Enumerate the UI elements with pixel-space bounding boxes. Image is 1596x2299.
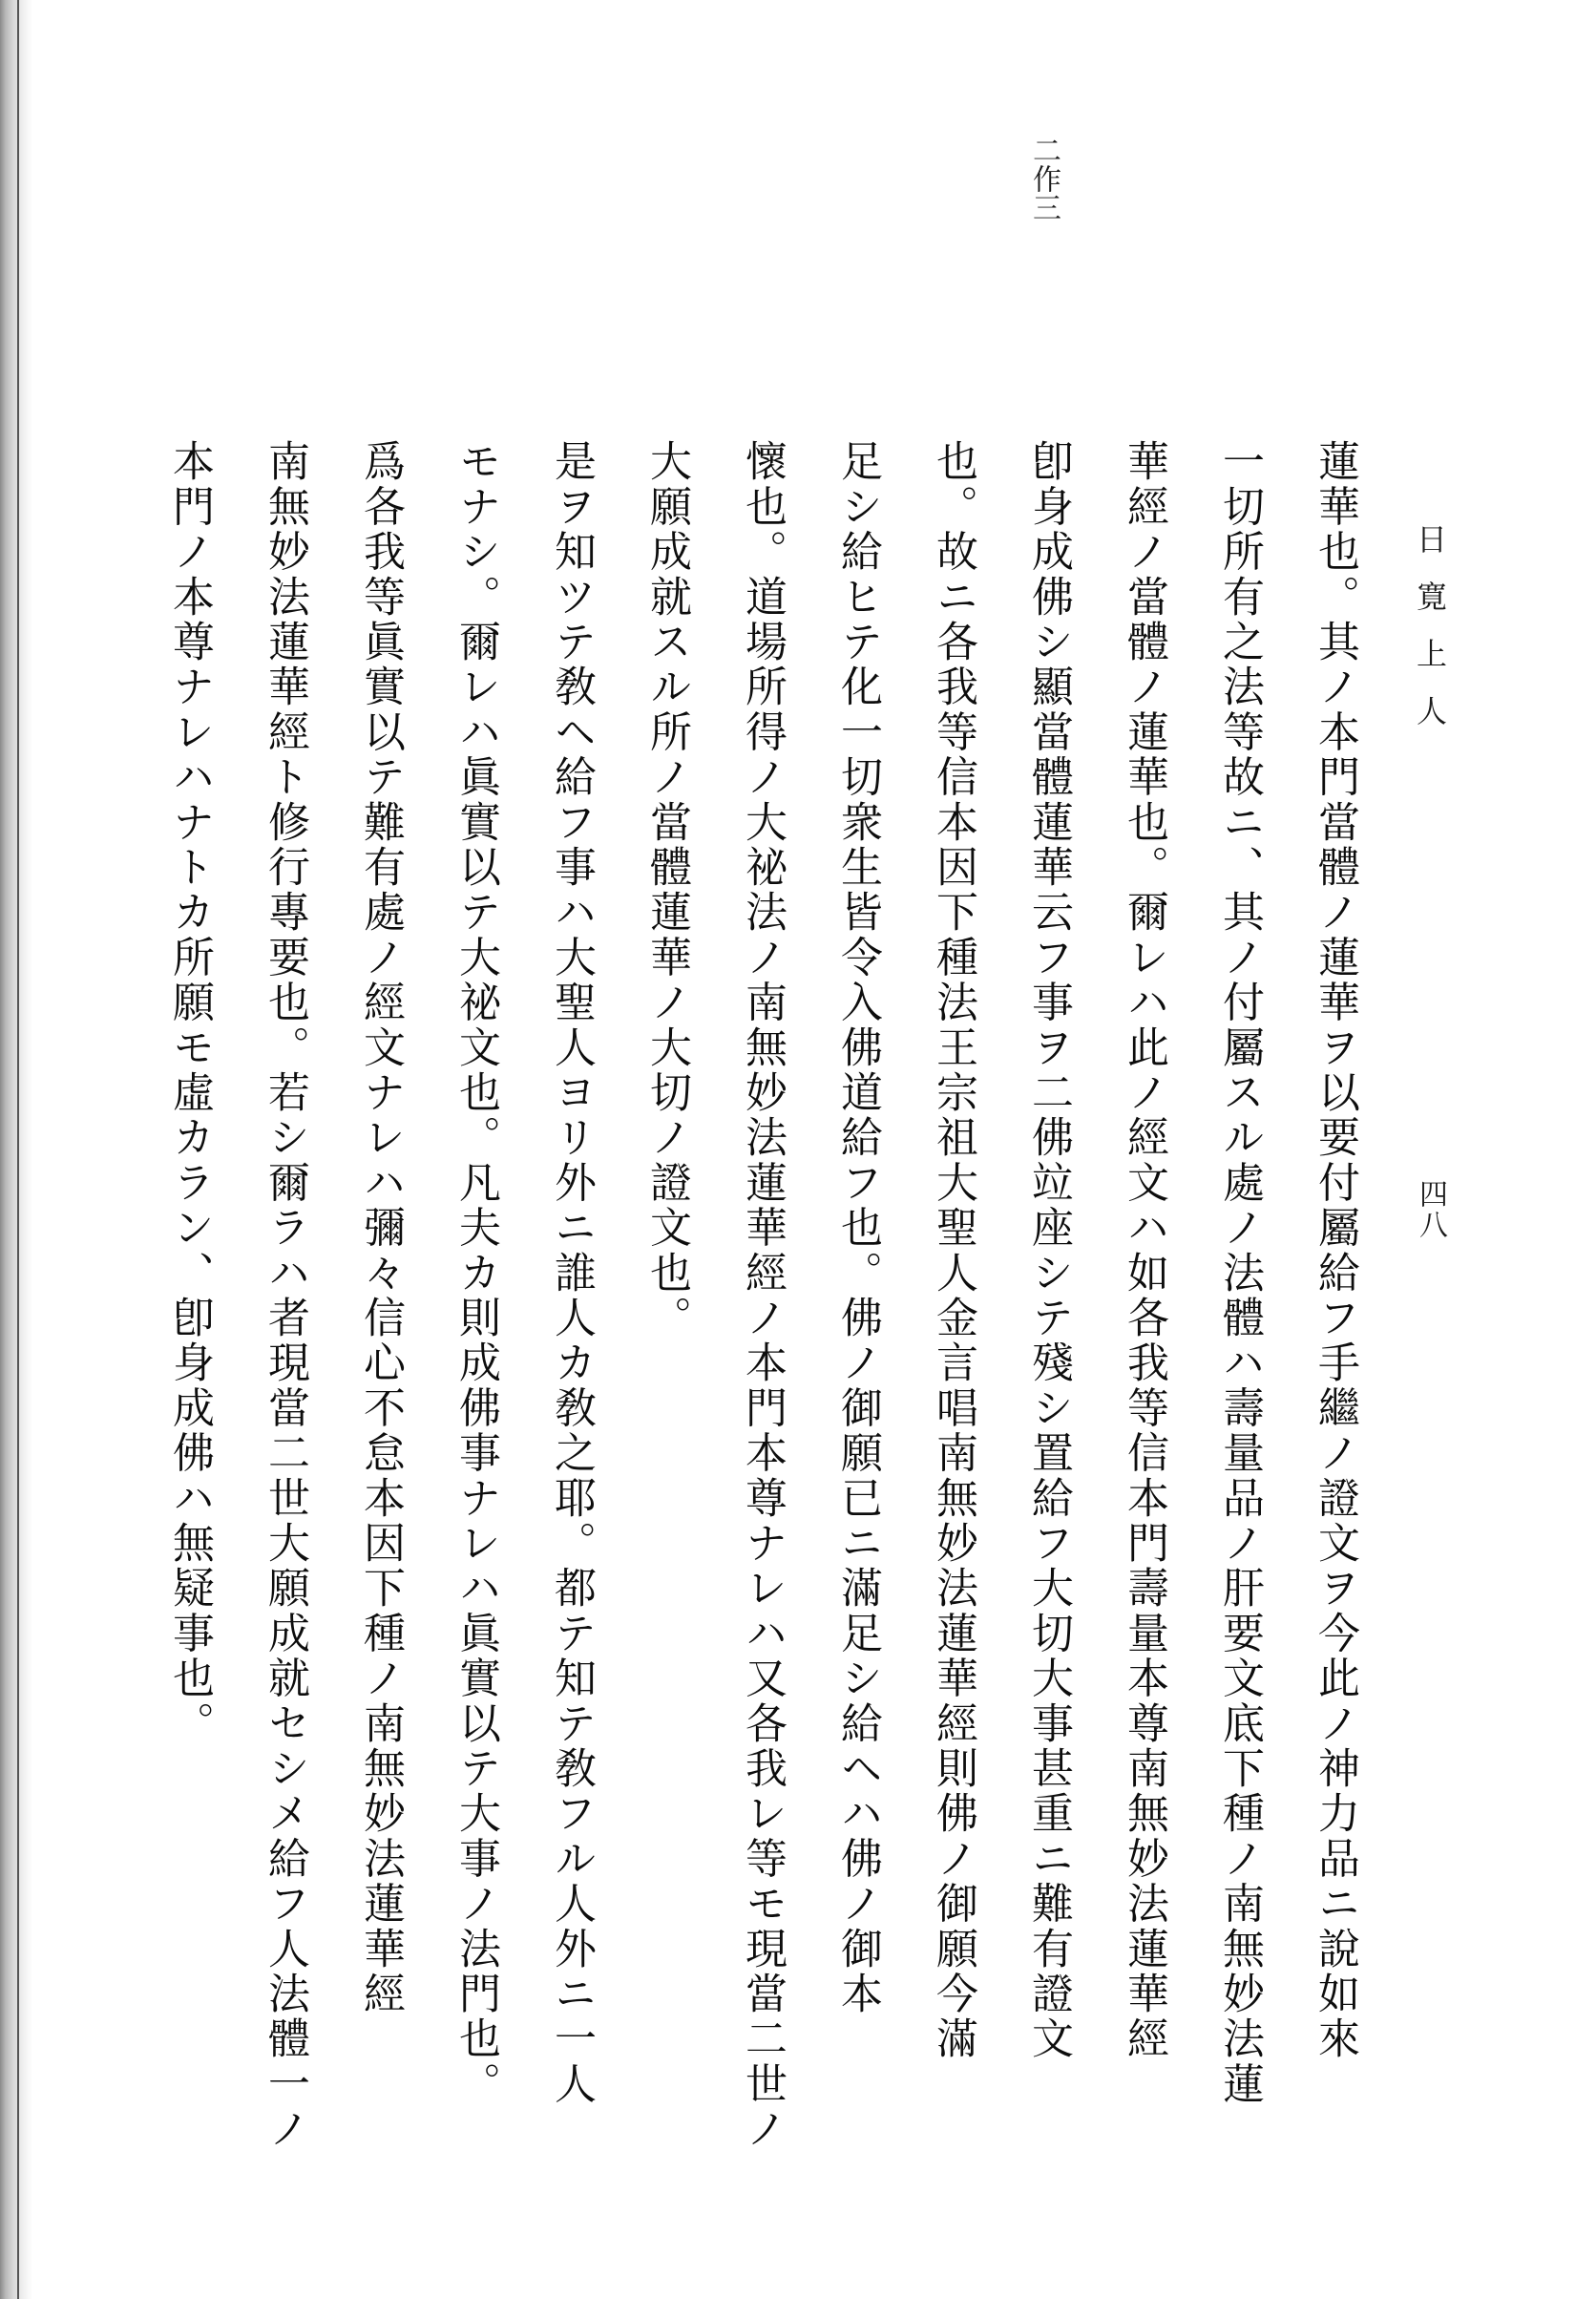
text-line-11: 爲各我等眞實以テ難有處ノ經文ナレハ彌々信心不怠本因下種ノ南無妙法蓮華經: [356, 439, 405, 2016]
text-line-12: 南無妙法蓮華經ト修行專要也。若シ爾ラハ者現當二世大願成就セシメ給フ人法體一ノ: [261, 439, 309, 2152]
book-spine-shadow: [0, 0, 32, 2299]
text-line-10: モナシ。爾レハ眞實以テ大祕文也。凡夫カ則成佛事ナレハ眞實以テ大事ノ法門也。: [452, 439, 500, 2107]
page-number: 四八: [1414, 1179, 1447, 1240]
running-header-title: 日寛上人: [1412, 523, 1448, 752]
text-line-1: 蓮華也。其ノ本門當體ノ蓮華ヲ以要付屬給フ手繼ノ證文ヲ今此ノ神力品ニ說如來: [1311, 439, 1359, 2062]
text-line-4: 卽身成佛シ顯當體蓮華云フ事ヲ二佛竝座シテ殘シ置給フ大切大事甚重ニ難有證文: [1024, 439, 1073, 2062]
text-line-6: 足シ給ヒテ化一切衆生皆令入佛道給フ也。佛ノ御願已ニ滿足シ給ヘハ佛ノ御本: [833, 439, 882, 2016]
text-line-7: 懷也。道場所得ノ大祕法ノ南無妙法蓮華經ノ本門本尊ナレハ又各我レ等モ現當二世ノ: [738, 439, 787, 2152]
section-mark: 二作三: [1027, 136, 1060, 221]
text-line-13: 本門ノ本尊ナレハナトカ所願モ虛カラン、卽身成佛ハ無疑事也。: [165, 439, 214, 1746]
text-line-2: 一切所有之法等故ニ、其ノ付屬スル處ノ法體ハ壽量品ノ肝要文底下種ノ南無妙法蓮: [1215, 439, 1264, 2107]
book-gutter-line: [17, 0, 19, 2299]
text-line-9: 是ヲ知ツテ敎ヘ給フ事ハ大聖人ヨリ外ニ誰人カ敎之耶。都テ知テ敎フル人外ニ一人: [547, 439, 596, 2107]
text-line-3: 華經ノ當體ノ蓮華也。爾レハ此ノ經文ハ如各我等信本門壽量本尊南無妙法蓮華經: [1120, 439, 1168, 2062]
text-line-8: 大願成就スル所ノ當體蓮華ノ大切ノ證文也。: [642, 439, 691, 1340]
text-line-5: 也。故ニ各我等信本因下種法王宗祖大聖人金言唱南無妙法蓮華經則佛ノ御願今滿: [929, 439, 977, 2062]
